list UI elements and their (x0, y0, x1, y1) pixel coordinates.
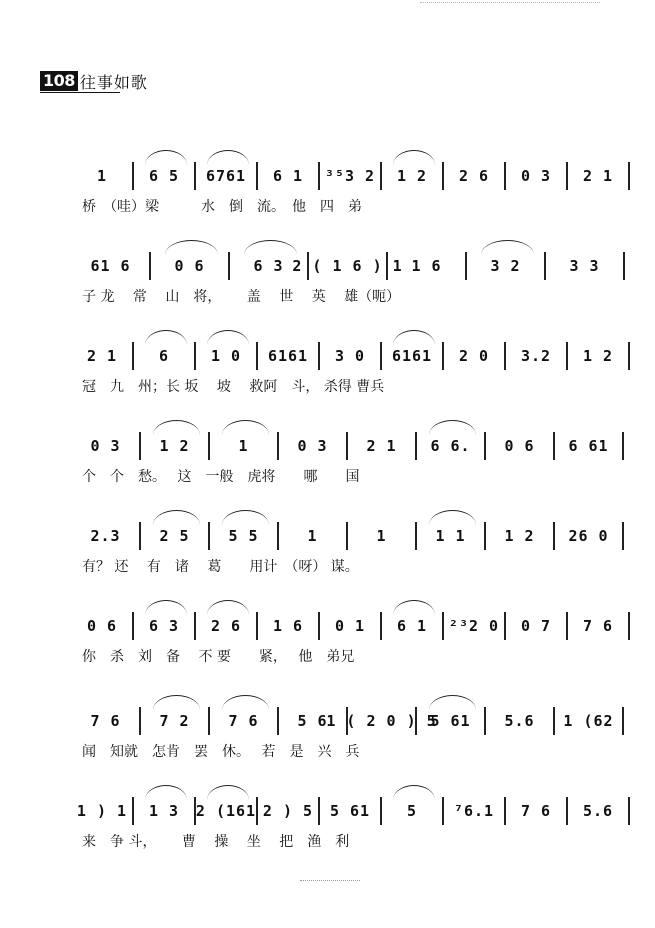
note-group: 5.6 (504, 712, 535, 730)
measure (72, 162, 132, 190)
slur (481, 240, 535, 255)
measure (555, 522, 622, 550)
measure (320, 162, 380, 190)
note-group: 6161 (391, 347, 433, 365)
measure (72, 252, 149, 280)
measure (568, 797, 628, 825)
scan-artifact (420, 2, 600, 4)
measure (72, 432, 139, 460)
notation-system (70, 420, 630, 486)
slur (222, 695, 269, 710)
measure (72, 612, 132, 640)
note-group: 1 1 (435, 527, 466, 545)
notes-row (70, 150, 630, 190)
measure (506, 797, 566, 825)
note-group: 2 6 (458, 167, 490, 185)
note-group: 1 ( 2 0 ) 5 (326, 712, 437, 730)
note-group: 3 2 (490, 257, 521, 275)
slur (165, 240, 219, 255)
slur (207, 150, 249, 165)
note-group: 1 2 (396, 167, 428, 185)
note-group: 5 5 (228, 527, 259, 545)
note-group: 1 6 (272, 617, 304, 635)
notes-row (70, 785, 630, 825)
measure (134, 612, 194, 640)
note-group: 2 1 (582, 167, 614, 185)
measure (292, 252, 403, 280)
measure (506, 342, 566, 370)
lyrics-line: 桥 （哇）梁 水 倒 流。 他 四 弟 (82, 199, 362, 215)
notation-system (70, 785, 630, 851)
note-group: 1 ) 1 (76, 802, 128, 820)
measure (258, 342, 318, 370)
note-group: 1 6 (411, 257, 442, 275)
barline (628, 797, 630, 825)
measure (348, 522, 415, 550)
note-group: 5 6 (297, 712, 328, 730)
barline (622, 707, 624, 735)
notes-row (70, 330, 630, 370)
measure (210, 522, 277, 550)
scan-artifact (300, 880, 360, 882)
notes-row (70, 695, 630, 735)
note-group: 6161 (267, 347, 309, 365)
measure (151, 252, 228, 280)
measure (320, 342, 380, 370)
note-group: 5 (406, 802, 418, 820)
notes-row (70, 240, 630, 280)
measure (506, 612, 566, 640)
lyrics-line: 闻 知就 怎肯 罢 休。 若 是 兴 兵 (82, 744, 360, 760)
note-group: 0 6 (174, 257, 205, 275)
note-group: 0 6 (504, 437, 535, 455)
note-group: 7 6 (520, 802, 552, 820)
measure (72, 707, 139, 735)
note-group: 7 6 (228, 712, 259, 730)
measure (320, 612, 380, 640)
measure (417, 522, 484, 550)
slur (153, 420, 200, 435)
note-group: 0 3 (90, 437, 121, 455)
measure (444, 162, 504, 190)
note-group: 1 2 (504, 527, 535, 545)
note-group: 2 ) 5 (262, 802, 314, 820)
note-group: 1 (238, 437, 249, 455)
note-group: 1 (62 (563, 712, 614, 730)
note-group: 2 ( 1 6 ) 1 (292, 257, 403, 275)
note-group: 6 61 (568, 437, 609, 455)
measure (486, 707, 553, 735)
note-group: 6 (158, 347, 170, 365)
measure (417, 432, 484, 460)
barline (622, 522, 624, 550)
measure (141, 432, 208, 460)
slur (222, 510, 269, 525)
slur (153, 695, 200, 710)
book-title: 往事如歌 (79, 72, 148, 92)
barline (628, 162, 630, 190)
measure (320, 797, 380, 825)
slur (145, 330, 187, 345)
note-group: 6 6. (430, 437, 471, 455)
measure (210, 432, 277, 460)
note-group: 1 2 (159, 437, 190, 455)
measure (348, 432, 415, 460)
note-group: 0 7 (520, 617, 552, 635)
notation-system (70, 150, 630, 216)
slur (393, 600, 435, 615)
measure (388, 252, 465, 280)
note-group: 1 (96, 167, 108, 185)
note-group: 6761 (205, 167, 247, 185)
measure (382, 342, 442, 370)
notation-system (70, 695, 630, 761)
slur (244, 240, 298, 255)
measure (382, 162, 442, 190)
note-group: 5 61 (329, 802, 371, 820)
note-group: 6 1 (272, 167, 304, 185)
measure (141, 707, 208, 735)
slur (145, 785, 187, 800)
note-group: 2 1 (86, 347, 118, 365)
lyrics-line: 冠 九 州；长 坂 坡 救阿 斗， 杀得 曹兵 (82, 379, 385, 395)
note-group: 2 (161 (195, 802, 257, 820)
slur (153, 510, 200, 525)
barline (628, 612, 630, 640)
measure (444, 612, 504, 640)
note-group: ⁷6.1 (453, 802, 495, 820)
barline (622, 432, 624, 460)
measure (444, 797, 504, 825)
note-group: 0 3 (520, 167, 552, 185)
note-group: 3.2 (520, 347, 552, 365)
slur (429, 510, 476, 525)
measure (258, 797, 318, 825)
measure (72, 522, 139, 550)
lyrics-line: 个 个 愁。 这 一般 虎将 哪 国 (82, 469, 360, 485)
note-group: 5 61 (430, 712, 471, 730)
measure (196, 342, 256, 370)
measure (326, 707, 437, 735)
measure (444, 342, 504, 370)
measure (141, 522, 208, 550)
measure (382, 612, 442, 640)
measure (210, 707, 277, 735)
slur (207, 330, 249, 345)
note-group: 6 3 (148, 617, 180, 635)
slur (145, 600, 187, 615)
slur (429, 420, 476, 435)
note-group: 5.6 (582, 802, 614, 820)
notes-row (70, 420, 630, 460)
measure (196, 612, 256, 640)
measure (555, 432, 622, 460)
measure (417, 707, 484, 735)
note-group: 1 (376, 527, 387, 545)
measure (279, 522, 346, 550)
slur (207, 600, 249, 615)
slur (393, 785, 435, 800)
barline (623, 252, 625, 280)
measure (568, 342, 628, 370)
lyrics-line: 来 争 斗， 曹 操 坐 把 渔 利 (82, 834, 350, 850)
note-group: ²³2 0 (448, 617, 500, 635)
note-group: 2 6 (210, 617, 242, 635)
measure (196, 162, 256, 190)
lyrics-line: 子 龙 常 山 将， 盖 世 英 雄（呃） (82, 289, 401, 305)
page-number: 108 (40, 71, 78, 91)
note-group: 7 6 (90, 712, 121, 730)
note-group: 3 0 (334, 347, 366, 365)
lyrics-line: 你 杀 刘 备 不 要 紧， 他 弟兄 (82, 649, 355, 665)
measure (486, 522, 553, 550)
note-group: 3 3 (569, 257, 600, 275)
notation-system (70, 510, 630, 576)
slur (145, 150, 187, 165)
notation-system (70, 600, 630, 666)
measure (279, 432, 346, 460)
measure (258, 612, 318, 640)
note-group: 1 3 (148, 802, 180, 820)
page-header (40, 70, 148, 92)
notes-row (70, 600, 630, 640)
note-group: 6 3 (253, 257, 284, 275)
note-group: 1 0 (210, 347, 242, 365)
note-group: 0 6 (86, 617, 118, 635)
measure (382, 797, 442, 825)
measure (467, 252, 544, 280)
measure (546, 252, 623, 280)
measure (134, 162, 194, 190)
slur (393, 150, 435, 165)
measure (72, 797, 132, 825)
note-group: 61 6 (90, 257, 131, 275)
measure (196, 797, 256, 825)
measure (134, 797, 194, 825)
note-group: 1 (307, 527, 318, 545)
note-group: 2 5 (159, 527, 190, 545)
measure (568, 612, 628, 640)
note-group: ³⁵3 2 (324, 167, 376, 185)
note-group: 2.3 (90, 527, 121, 545)
note-group: 0 3 (297, 437, 328, 455)
note-group: 6 1 (396, 617, 428, 635)
measure (72, 342, 132, 370)
measure (506, 162, 566, 190)
measure (568, 162, 628, 190)
note-group: 6 5 (148, 167, 180, 185)
slur (207, 785, 249, 800)
lyrics-line: 有？ 还 有 诸 葛 用计 （呀） 谋。 (82, 559, 359, 575)
measure (134, 342, 194, 370)
note-group: 2 1 (366, 437, 397, 455)
note-group: 1 2 (582, 347, 614, 365)
measure (555, 707, 622, 735)
note-group: 2 0 (458, 347, 490, 365)
notation-system (70, 330, 630, 396)
note-group: 7 6 (582, 617, 614, 635)
notes-row (70, 510, 630, 550)
notation-system (70, 240, 630, 306)
measure (486, 432, 553, 460)
measure (258, 162, 318, 190)
slur (429, 695, 476, 710)
slur (393, 330, 435, 345)
note-group: 7 2 (159, 712, 190, 730)
note-group: 26 0 (568, 527, 609, 545)
header-rule (40, 92, 120, 93)
note-group: 0 1 (334, 617, 366, 635)
slur (222, 420, 269, 435)
barline (628, 342, 630, 370)
